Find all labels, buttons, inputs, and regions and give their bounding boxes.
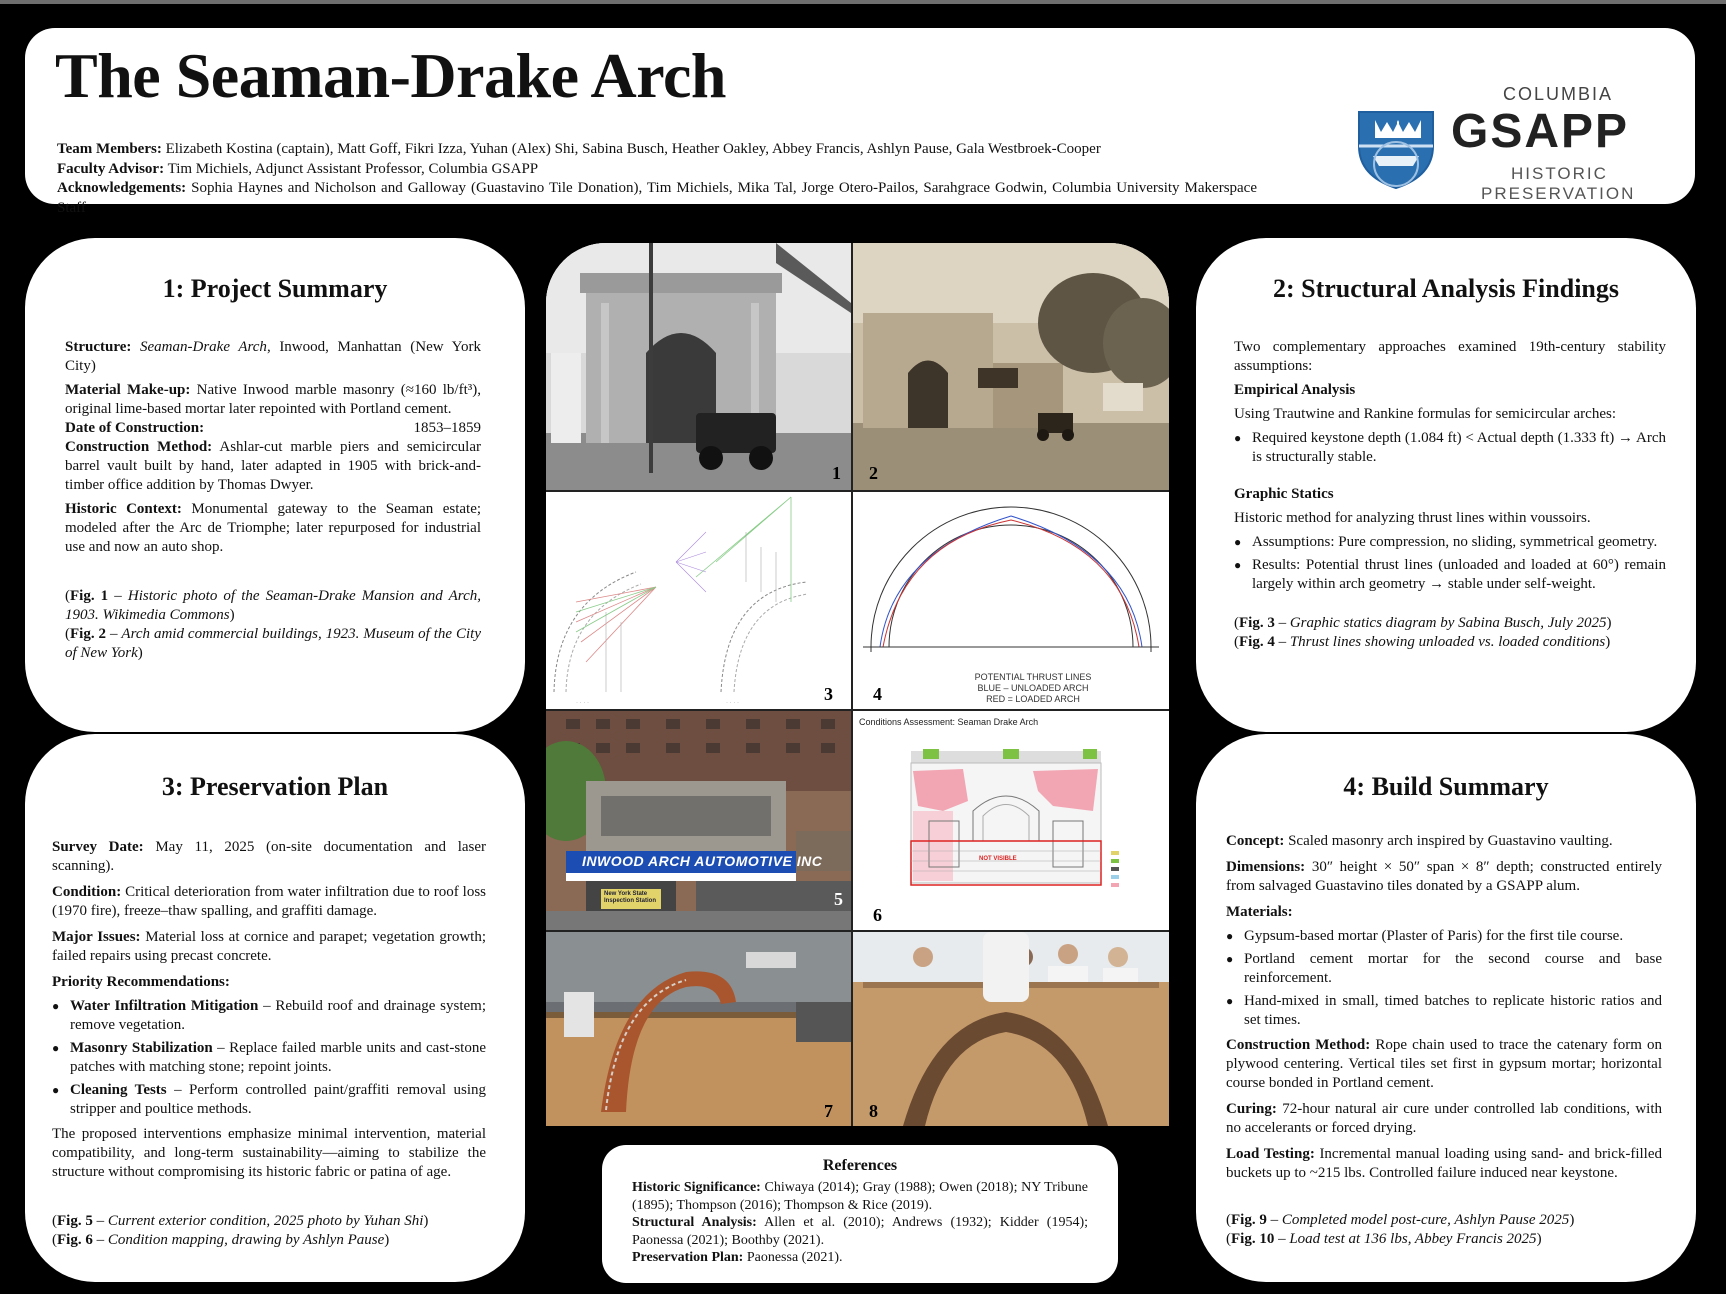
fig5-number: 5 [834,889,843,909]
acknowledgements: Acknowledgements: Sophia Haynes and Nicholson and Galloway (Guastavino Tile Donation), Tim Michiels, Mika Tal, Jorge Otero-Pailos, Sarahgrace Godwin, Columbia University Makerspace Staff [57,180,1257,216]
fig5-exterior-photo [546,711,851,930]
credits-block [57,140,1257,218]
empirical-list [1234,429,1666,467]
svg-text:· · · ·: · · · · [726,700,739,706]
thrust-legend: POTENTIAL THRUST LINES BLUE – UNLOADED ARCH RED = LOADED ARCH [974,672,1092,704]
list-item: ● Gypsum-based mortar (Plaster of Paris) for the first tile course. [1226,927,1662,946]
logo-gsapp: GSAPP [1451,105,1630,158]
build-summary-title: 4: Build Summary [1343,772,1549,801]
figure-divider-1 [546,490,1169,492]
preservation-plan-body: Survey Date: May 11, 2025 (on-site documentation and laser scanning). Condition: Critical deterioration from water infiltration due to roof loss (1970 fire), freeze–thaw spalling, and graffiti damage. Major Issues: Material loss at cornice and parapet; vegetation growth; failed repairs using precast concrete. Priority Recommendations: ● Water Infiltration Mitigation – Rebuild roof and drainage system; remove vegetation. ● Masonry Stabilization – Replace failed marble units and cast-stone patches with matching stone; repoint joints. ● Cleaning Tests – Perform controlled paint/graffiti removal using stripper and poultice methods. The proposed interventions emphasize minimal intervention, material compatibility, and long-term sustainability—aiming to stabilize the structure without compromising its historic fabric or patina of age. (Fig. 5 – Current exterior condition, 2025 photo by Yuhan Shi) (Fig. 6 – Condition mapping, drawing by Ashlyn Pause) [52,838,486,1255]
svg-text:· · · ·: · · · · [576,700,589,706]
figure-divider-3 [546,930,1169,932]
date-of-construction: Date of Construction: 1853–1859 [65,420,481,436]
team-members: Team Members: Elizabeth Kostina (captain), Matt Goff, Fikri Izza, Yuhan (Alex) Shi, Sabina Busch, Heather Oakley, Abbey Francis, Ashlyn Pause, Gala Westbroek-Cooper [57,141,1101,157]
faculty-advisor: Faculty Advisor: Tim Michiels, Adjunct Assistant Professor, Columbia GSAPP [57,160,539,177]
not-visible-label: NOT VISIBLE [979,856,1017,862]
list-item: ● Assumptions: Pure compression, no sliding, symmetrical geometry. [1234,533,1666,552]
fig3-caption: (Fig. 3 – Graphic statics diagram by Sabina Busch, July 2025) [1234,615,1612,631]
structural-analysis-body: Two complementary approaches examined 19th-century stability assumptions: Empirical Analysis Using Trautwine and Rankine formulas for semicircular arches: ● Required keystone depth (1.084 ft) < Actual depth (1.333 ft) → Arch is structurally stable. Graphic Statics Historic method for analyzing thrust lines within voussoirs. ● Assumptions: Pure compression, no sliding, symmetrical geometry. ● Results: Potential thrust lines (unloaded and loaded at 60°) remain largely within arch geometry → stable under self-weight. (Fig. 3 – Graphic statics diagram by Sabina Busch, July 2025) (Fig. 4 – Thrust lines showing unloaded vs. loaded conditions) [1234,338,1666,657]
references-box [602,1145,1118,1283]
build-summary-panel [1196,734,1696,1282]
top-strip [0,0,1726,4]
fig2-number: 2 [869,463,878,483]
poster-header [25,28,1695,216]
project-summary-title: 1: Project Summary [162,274,388,303]
project-summary-body: Structure: Seaman-Drake Arch, Inwood, Manhattan (New York City) Material Make-up: Native Inwood marble masonry (≈160 lb/ft³), original lime-based mortar later repointed with Portland cement. Date of Construction: 1853–1859 Construction Method: Ashlar-cut marble piers and semicircular barrel vault built by hand, later adapted in 1905 with brick-and-timber office addition by Thomas Dwyer. Historic Context: Monumental gateway to the Seaman estate; modeled after the Arc de Triomphe; later repurposed for industrial use and now an auto shop. (Fig. 1 – Historic photo of the Seaman-Drake Mansion and Arch, 1903. Wikimedia Commons) (Fig. 2 – Arch amid commercial buildings, 1923. Museum of the City of New York) [65,339,482,661]
statics-heading: Graphic Statics [1234,486,1334,502]
list-item: ● Water Infiltration Mitigation – Rebuild roof and drainage system; remove vegetation. [52,997,486,1035]
fig2-caption: (Fig. 2 – Arch amid commercial buildings, 1923. Museum of the City of New York) [65,626,481,661]
preservation-plan-title: 3: Preservation Plan [161,772,389,801]
fig7-completed-model [546,932,851,1126]
list-item: ● Portland cement mortar for the second course and base reinforcement. [1226,950,1662,988]
statics-list [1234,533,1666,594]
structural-analysis-title: 2: Structural Analysis Findings [1272,274,1619,303]
fig7-number: 7 [824,1101,833,1121]
fig1-caption: (Fig. 1 – Historic photo of the Seaman-Drake Mansion and Arch, 1903. Wikimedia Commons) [65,588,481,623]
poster-title: The Seaman-Drake Arch [55,40,726,111]
list-item: ● Required keystone depth (1.084 ft) < Actual depth (1.333 ft) → Arch is structurally stable. [1234,429,1666,467]
fig6-condition-mapping [853,711,1169,930]
shop-sign: INWOOD ARCH AUTOMOTIVE INC [582,853,823,869]
references-title: References [822,1157,898,1174]
recommendations-list [52,997,486,1119]
gsapp-logo [1327,76,1677,206]
list-item: ● Masonry Stabilization – Replace failed marble units and cast-stone patches with matching stone; repoint joints. [52,1039,486,1077]
preservation-plan-panel [25,734,525,1282]
fig5-caption: (Fig. 5 – Current exterior condition, 2025 photo by Yuhan Shi) [52,1213,429,1229]
fig3-number: 3 [824,684,833,704]
empirical-heading: Empirical Analysis [1234,382,1356,398]
project-summary-panel [25,238,525,732]
fig3-graphic-statics [546,492,851,709]
references-body: Historic Significance: Chiwaya (2014); Gray (1988); Owen (2018); NY Tribune (1895); Thompson (2016); Thompson & Rice (2019). Structural Analysis: Allen et al. (2010); Andrews (1932); Kidder (1954); Paonessa (2021); Boothby (2021). Preservation Plan: Paonessa (2021). [632,1180,1089,1265]
figure-divider-vertical [851,243,853,1126]
list-item: ● Hand-mixed in small, timed batches to replicate historic ratios and set times. [1226,992,1662,1030]
fig8-load-test [853,932,1169,1126]
inspection-sign: New York State Inspection Station [604,891,657,904]
fig4-thrust-lines [853,492,1169,709]
logo-preservation: PRESERVATION [1481,184,1636,203]
fig1-number: 1 [832,463,841,483]
list-item: ● Results: Potential thrust lines (unloaded and loaded at 60°) remain largely within arch geometry → stable under self-weight. [1234,556,1666,594]
fig10-caption: (Fig. 10 – Load test at 136 lbs, Abbey Francis 2025) [1226,1231,1542,1247]
figure-grid [546,243,1169,1126]
logo-historic: HISTORIC [1511,164,1608,183]
fig1-historic-photo [546,243,851,490]
figure-divider-2 [546,709,1169,711]
fig2-sepia-photo [853,243,1169,490]
build-summary-body: Concept: Scaled masonry arch inspired by Guastavino vaulting. Dimensions: 30″ height × 50″ span × 8″ depth; constructed entirely from salvaged Guastavino tiles donated by a GSAPP alum. Materials: ● Gypsum-based mortar (Plaster of Paris) for the first tile course. ● Portland cement mortar for the second course and base reinforcement. ● Hand-mixed in small, timed batches to replicate historic ratios and set times. Construction Method: Rope chain used to trace the catenary form on plywood centering. Vertical tiles set first in gypsum mortar; horizontal course bonded in Portland cement. Curing: 72-hour natural air cure under controlled lab conditions, with no accelerants or forced drying. Load Testing: Incremental manual loading using sand- and brick-filled buckets up to ~215 lbs. Controlled failure induced near keystone. (Fig. 9 – Completed model post-cure, Ashlyn Pause 2025) (Fig. 10 – Load test at 136 lbs, Abbey Francis 2025) [1226,832,1662,1254]
condition-drawing-title: Conditions Assessment: Seaman Drake Arch [859,717,1039,727]
list-item: ● Cleaning Tests – Perform controlled paint/graffiti removal using stripper and poultice methods. [52,1081,486,1119]
structural-analysis-panel [1196,238,1696,732]
columbia-shield-icon [1353,106,1439,192]
fig8-number: 8 [869,1101,878,1121]
logo-columbia: COLUMBIA [1503,84,1614,104]
fig4-caption: (Fig. 4 – Thrust lines showing unloaded vs. loaded conditions) [1234,634,1611,650]
fig9-caption: (Fig. 9 – Completed model post-cure, Ashlyn Pause 2025) [1226,1212,1575,1228]
fig4-number: 4 [873,684,882,704]
fig6-number: 6 [873,905,882,925]
materials-list [1226,927,1662,1030]
fig6-caption: (Fig. 6 – Condition mapping, drawing by Ashlyn Pause) [52,1232,390,1248]
